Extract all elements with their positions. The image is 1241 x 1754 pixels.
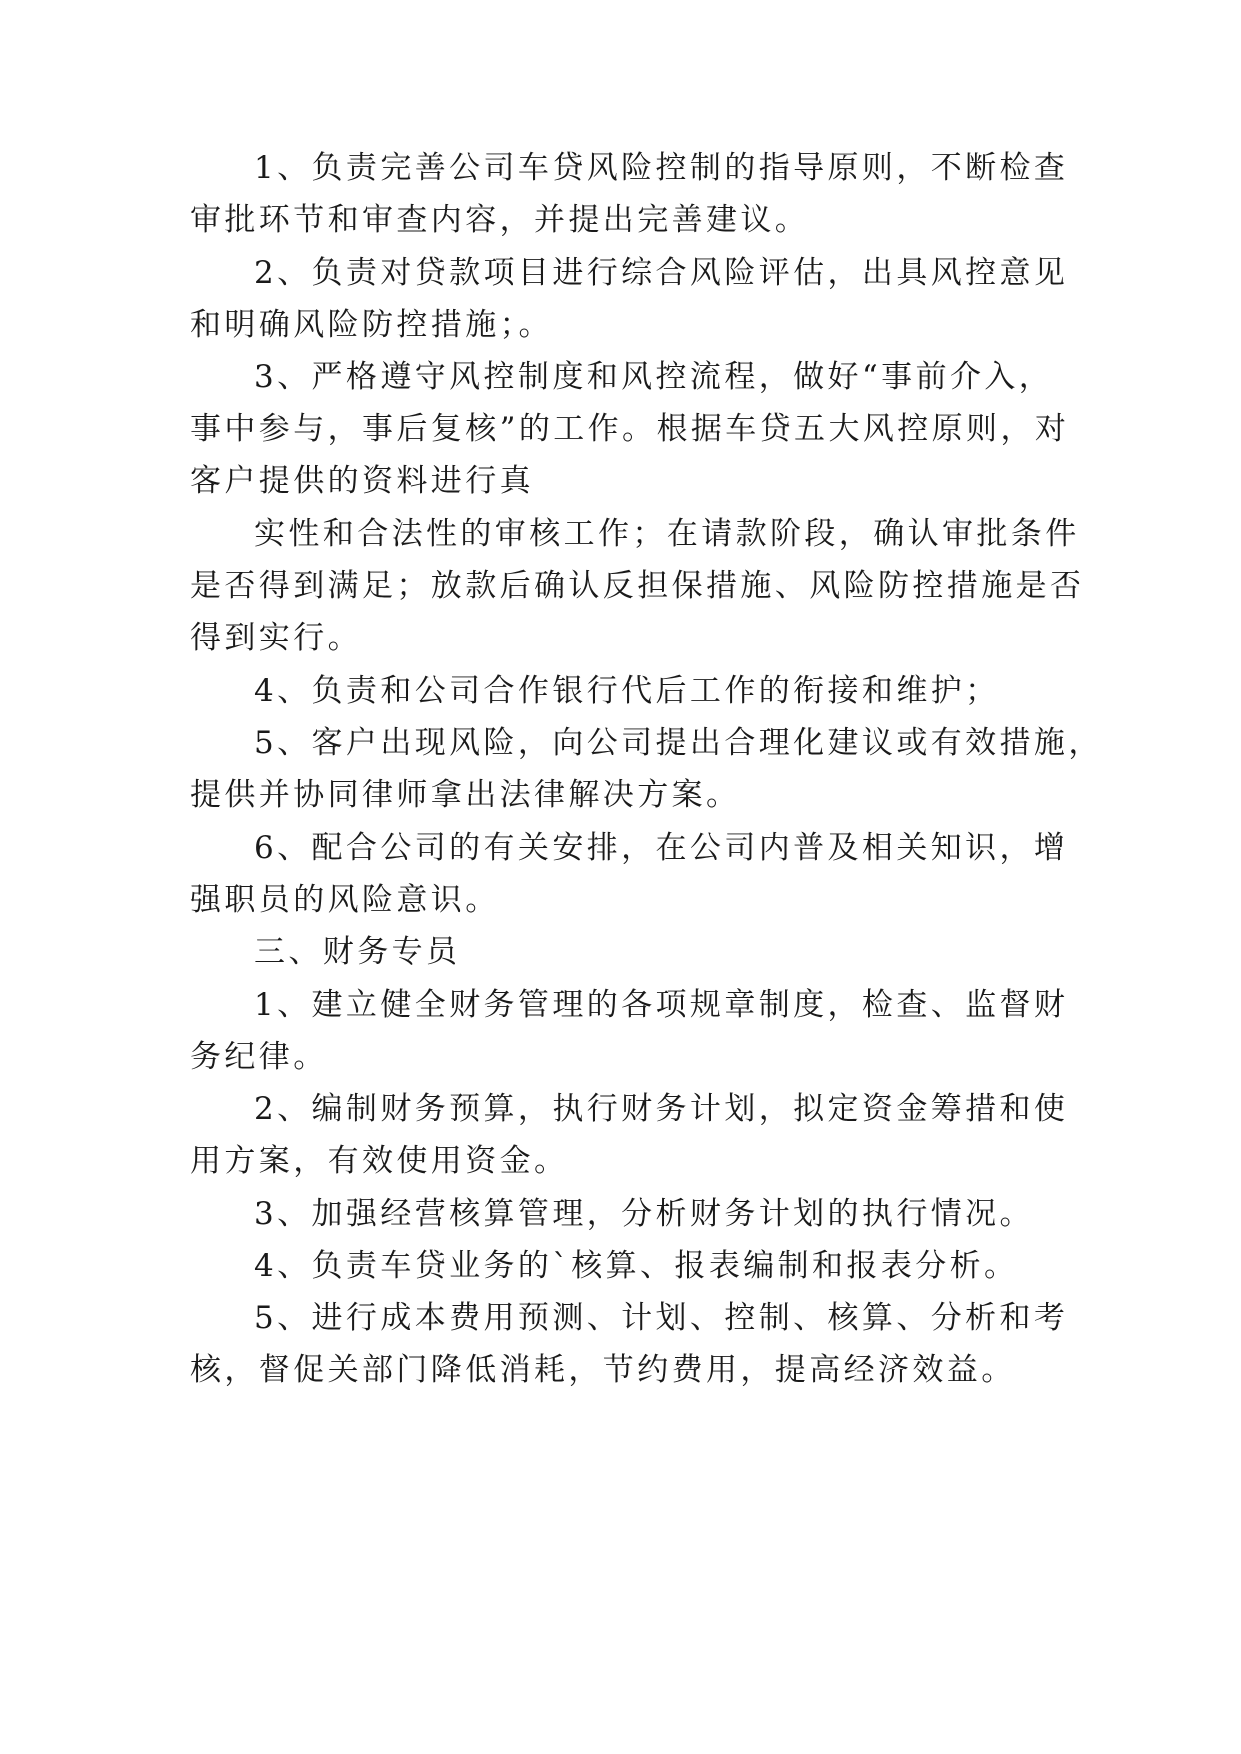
paragraph-12-line-1: 5、进行成本费用预测、计划、控制、核算、分析和考 [254, 1300, 1069, 1336]
paragraph-9-line-1: 2、编制财务预算，执行财务计划，拟定资金筹措和使 [254, 1091, 1069, 1127]
paragraph-4-line-2: 是否得到满足；放款后确认反担保措施、风险防控措施是否 [190, 568, 1085, 604]
paragraph-8-line-1: 1、建立健全财务管理的各项规章制度，检查、监督财 [254, 987, 1069, 1023]
paragraph-2-line-2: 和明确风险防控措施；。 [190, 307, 553, 343]
paragraph-3-line-1: 3、严格遵守风控制度和风控流程，做好“事前介入， [254, 359, 1054, 395]
paragraph-4-line-3: 得到实行。 [190, 620, 362, 656]
paragraph-7-line-2: 强职员的风险意识。 [190, 882, 500, 918]
paragraph-5-line-1: 4、负责和公司合作银行代后工作的衔接和维护； [254, 673, 1000, 709]
paragraph-11-line-1: 4、负责车贷业务的`核算、报表编制和报表分析。 [254, 1248, 1019, 1284]
paragraph-4-line-1: 实性和合法性的审核工作；在请款阶段，确认审批条件 [254, 516, 1080, 552]
paragraph-7-line-1: 6、配合公司的有关安排，在公司内普及相关知识，增 [254, 830, 1069, 866]
paragraph-1-line-2: 审批环节和审查内容，并提出完善建议。 [190, 202, 810, 238]
paragraph-10-line-1: 3、加强经营核算管理，分析财务计划的执行情况。 [254, 1196, 1034, 1232]
paragraph-6-line-2: 提供并协同律师拿出法律解决方案。 [190, 777, 741, 813]
paragraph-8-line-2: 务纪律。 [190, 1039, 328, 1075]
paragraph-1-line-1: 1、负责完善公司车贷风险控制的指导原则，不断检查 [254, 150, 1069, 186]
section-heading: 三、财务专员 [254, 934, 461, 970]
paragraph-3-line-2: 事中参与，事后复核”的工作。根据车贷五大风控原则，对 [190, 411, 1070, 447]
paragraph-9-line-2: 用方案，有效使用资金。 [190, 1143, 569, 1179]
paragraph-2-line-1: 2、负责对贷款项目进行综合风险评估，出具风控意见 [254, 255, 1069, 291]
paragraph-12-line-2: 核，督促关部门降低消耗，节约费用，提高经济效益。 [190, 1352, 1016, 1388]
paragraph-3-line-3: 客户提供的资料进行真 [190, 463, 534, 499]
paragraph-6-line-1: 5、客户出现风险，向公司提出合理化建议或有效措施， [254, 725, 1103, 761]
